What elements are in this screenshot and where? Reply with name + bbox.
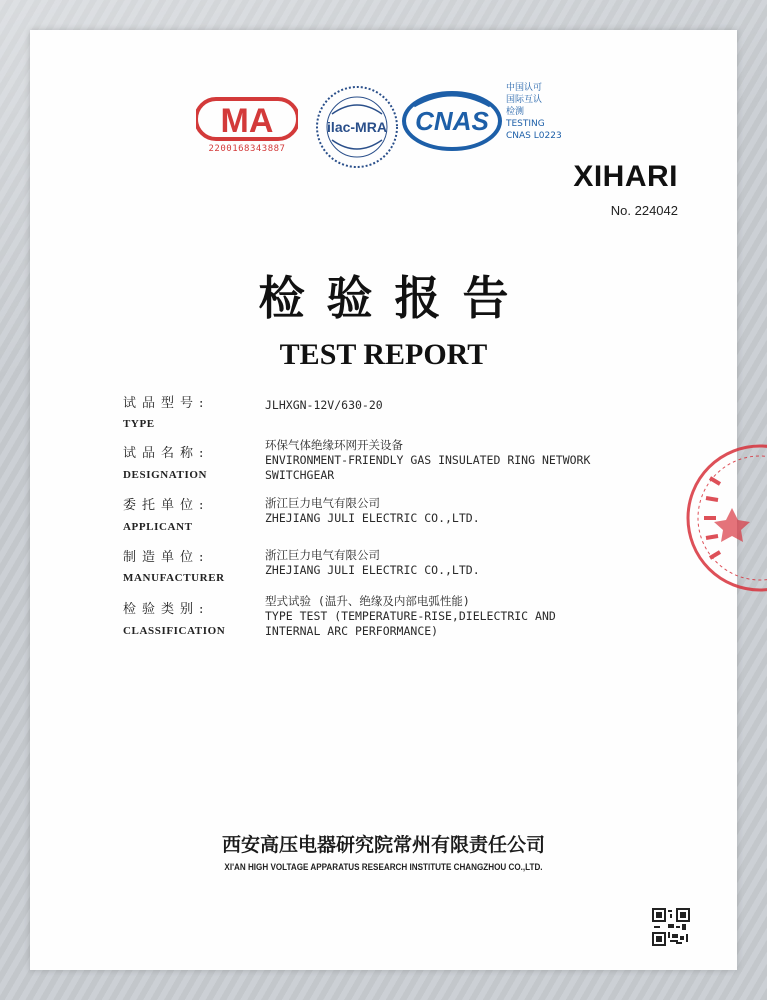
ilac-mra-logo — [312, 82, 402, 172]
manufacturer-label-cn: 制造单位: — [123, 550, 210, 565]
type-value: JLHXGN-12V/630-20 — [265, 398, 383, 412]
applicant-label-cn: 委托单位: — [123, 498, 210, 513]
classification-label-cn: 检验类别: — [123, 602, 210, 617]
classification-label-en: CLASSIFICATION — [123, 625, 226, 637]
designation-label-cn: 试品名称: — [123, 446, 210, 461]
brand-name: XIHARI — [573, 160, 678, 193]
manufacturer-label-en: MANUFACTURER — [123, 572, 225, 584]
title-english: TEST REPORT — [279, 338, 488, 371]
institute-name-en: XI'AN HIGH VOLTAGE APPARATUS RESEARCH INSTITUTE CHANGZHOU CO.,LTD. — [224, 862, 543, 872]
applicant-label-en: APPLICANT — [123, 521, 193, 533]
report-number: No. 224042 — [610, 203, 678, 218]
cma-number: 2200168343887 — [208, 144, 286, 154]
title-chinese: 检验报告 — [258, 271, 531, 325]
cnas-accreditation-note: 中国认可 国际互认 检测 TESTING CNAS L0223 — [506, 83, 562, 141]
qr-code-icon — [652, 908, 690, 946]
type-label-en: TYPE — [123, 418, 155, 430]
official-seal — [680, 438, 767, 598]
cnas-logo-text: CNAS — [415, 106, 489, 136]
classification-value: 型式试验 (温升、绝缘及内部电弧性能) TYPE TEST (TEMPERATURE-RISE,DIELECTRIC AND INTERNAL ARC PERFORMANCE) — [265, 594, 556, 638]
manufacturer-value: 浙江巨力电气有限公司 ZHEJIANG JULI ELECTRIC CO.,LTD. — [265, 548, 480, 577]
type-label-cn: 试品型号: — [123, 396, 210, 411]
designation-value: 环保气体绝缘环网开关设备 ENVIRONMENT-FRIENDLY GAS INSULATED RING NETWORK SWITCHGEAR — [265, 438, 591, 482]
cma-logo-text: MA — [220, 102, 274, 140]
designation-label-en: DESIGNATION — [123, 469, 208, 481]
cnas-logo — [400, 88, 504, 154]
institute-name-cn: 西安高压电器研究院常州有限责任公司 — [221, 834, 545, 856]
ilac-mra-text: ilac-MRA — [327, 119, 387, 135]
applicant-value: 浙江巨力电气有限公司 ZHEJIANG JULI ELECTRIC CO.,LTD. — [265, 496, 480, 525]
